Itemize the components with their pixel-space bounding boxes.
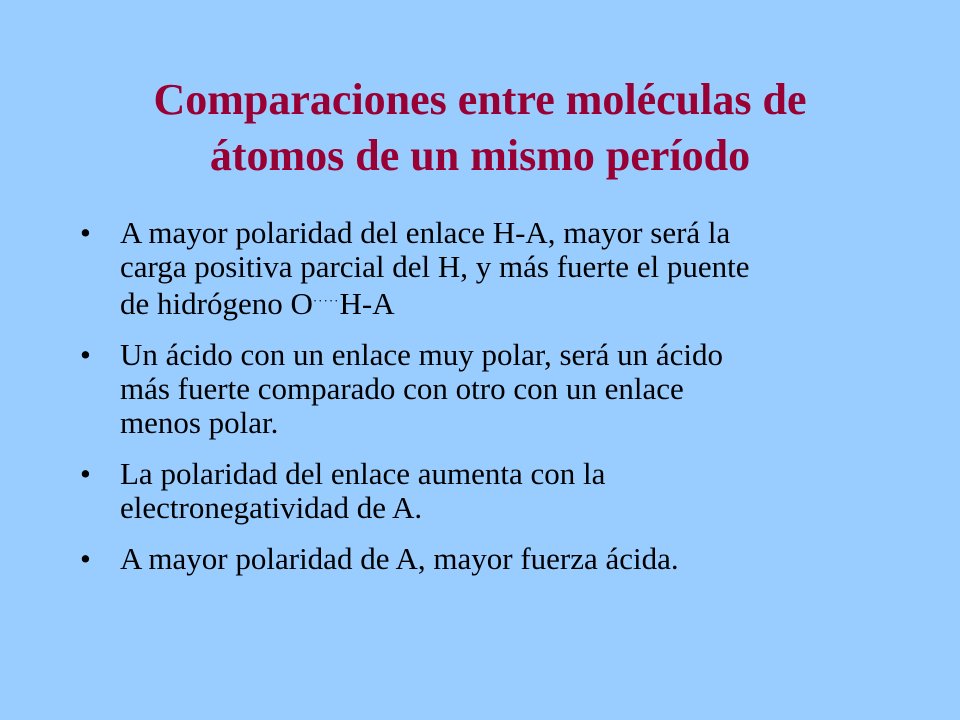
bullet-2-line-3: menos polar.: [120, 405, 279, 440]
bullet-1-line-2: carga positiva parcial del H, y más fuerte el puente: [120, 249, 750, 284]
bullet-text-1: [120, 216, 890, 321]
bullet-list: [80, 216, 890, 593]
bullet-item-3: [80, 457, 890, 525]
bullet-1-line-3: [120, 284, 890, 321]
slide-title: [60, 72, 900, 184]
bullet-text-2: [120, 338, 890, 440]
bullet-item-4: [80, 542, 890, 576]
bullet-icon: •: [80, 337, 91, 372]
bullet-text-4: [120, 542, 890, 576]
bullet-item-2: [80, 338, 890, 440]
bullet-1-line-3-suffix: H-A: [339, 286, 395, 321]
bullet-icon: •: [80, 456, 91, 491]
hydrogen-bond-dots: ·····: [312, 293, 340, 308]
bullet-item-1: [80, 216, 890, 321]
bullet-1-line-1: A mayor polaridad del enlace H-A, mayor será la: [120, 215, 731, 250]
bullet-2-line-1: Un ácido con un enlace muy polar, será un ácido: [120, 337, 724, 372]
bullet-1-line-3-prefix: de hidrógeno O: [120, 286, 313, 321]
bullet-icon: •: [80, 541, 91, 576]
bullet-4-line-1: A mayor polaridad de A, mayor fuerza ácida.: [120, 541, 679, 576]
bullet-2-line-2: más fuerte comparado con otro con un enlace: [120, 371, 684, 406]
slide-title-line-2: átomos de un mismo período: [209, 131, 751, 180]
bullet-3-line-2: electronegatividad de A.: [120, 490, 423, 525]
slide-title-line-1: Comparaciones entre moléculas de: [153, 75, 807, 124]
bullet-text-3: [120, 457, 890, 525]
bullet-3-line-1: La polaridad del enlace aumenta con la: [120, 456, 606, 491]
bullet-icon: •: [80, 215, 91, 250]
